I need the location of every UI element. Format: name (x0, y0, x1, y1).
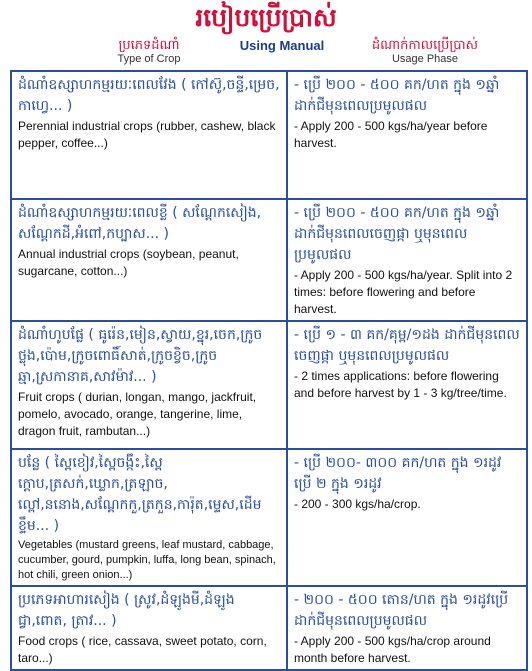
crop-en: Vegetables (mustard greens, leaf mustard, cabbage, cucumber, gourd, pumpkin, luffa, long bean, spinach, hot chili, green onion...) (18, 539, 276, 581)
usage-table (10, 70, 528, 671)
header-usage-phase (330, 38, 520, 66)
crop-en: Annual industrial crops (soybean, peanut, sugarcane, cotton...) (18, 247, 239, 278)
header-type-en: Type of Crop (117, 53, 181, 65)
crop-cell (11, 586, 287, 670)
header-using-manual (228, 38, 336, 53)
table-row (11, 71, 527, 199)
header-phase-en: Usage Phase (391, 53, 459, 65)
usage-en: - 2 times applications: before flowering and before harvest by 1 - 3 kg/tree/time. (294, 369, 507, 400)
crop-km: បន្លែ ( ស្ពៃខៀវ,ស្ពៃចង្កឹះ,ស្ពៃក្តោប,ត្រសក់,ឃ្លោក,ត្រឡាច, ល្ពៅ,ននោង,សណ្តែកកួ,ត្រកួន,ការ៉ុត,ម្ទេស,ដើមខ្ទឹម... ) (18, 455, 262, 534)
crop-en: Fruit crops ( durian, longan, mango, jackfruit, pomelo, avocado, orange, tangerine, lime, dragon fruit, rambutan...) (18, 390, 257, 438)
crop-km: ប្រភេទអាហារសៀង ( ស្រូវ,ដំឡូងមី,ដំឡូងជ្វា,ពោត, ត្រាវ... ) (18, 592, 235, 629)
table-row (11, 199, 527, 321)
crop-cell (11, 71, 287, 199)
usage-cell (287, 199, 527, 321)
usage-km: - ២០០ - ៥០០ តោន/ហត ក្នុង ១រដូវប្រើ ដាក់ជីមុនពេលប្រមូលផល (294, 592, 509, 629)
table-row (11, 449, 527, 586)
table-row (11, 321, 527, 449)
header-type-km: ប្រភេទដំណាំ (118, 38, 180, 53)
page-title: របៀបប្រើប្រាស់ (195, 3, 337, 32)
crop-en: Food crops ( rice, cassava, sweet potato, corn, taro...) (18, 634, 267, 665)
usage-en: - Apply 200 - 500 kgs/ha/crop around month before harvest. (294, 634, 491, 665)
usage-cell (287, 586, 527, 670)
usage-km: - ប្រើ ២០០ - ៥០០ គក/ហត ក្នុង ១ឆ្នាំ ដាក់ជីមុនពេលចេញផ្កា ឬមុនពេលប្រមូលផល (294, 205, 500, 263)
usage-km: - ប្រើ ២០០- ៣០០ គក/ហត ក្នុង ១រដូវ ប្រើ ២ ក្នុង ១រដូវ (294, 455, 502, 492)
usage-cell (287, 71, 527, 199)
crop-km: ដំណាំឧស្សាហកម្មរយៈពេលខ្លី ( សណ្តែកសៀង, សណ្តែកដី,អំពៅ,កប្បាស... ) (18, 205, 262, 242)
header-type-of-crop (84, 38, 214, 66)
usage-en: - Apply 200 - 500 kgs/ha/year. Split into 2 times: before flowering and before harvest. (294, 268, 513, 316)
crop-cell (11, 199, 287, 321)
header-using-en: Using Manual (239, 38, 325, 53)
usage-km: - ប្រើ ២០០ - ៥០០ គក/ហត ក្នុង ១ឆ្នាំ ដាក់ជីមុនពេលប្រមូលផល (294, 77, 500, 114)
usage-en: - Apply 200 - 500 kgs/ha/year before harvest. (294, 119, 488, 150)
crop-km: ដំណាំឧស្សាហកម្មរយៈពេលវែង ( កៅស៊ូ,ចន្ទី,ម្រេច, កាហ្វេ... ) (18, 77, 280, 114)
header-phase-km: ដំណាក់កាលប្រើប្រាស់ (371, 38, 479, 53)
usage-en: - 200 - 300 kgs/ha/crop. (294, 497, 421, 511)
table-row (11, 586, 527, 670)
usage-cell (287, 321, 527, 449)
usage-cell (287, 449, 527, 586)
usage-km: - ប្រើ ១ - ៣ គក/គុម្ព/១ដង ដាក់ជីមុនពេលចេញផ្កា ឬមុនពេលប្រមូលផល (294, 327, 520, 364)
crop-cell (11, 449, 287, 586)
crop-km: ដំណាំហូបផ្លែ ( ធូរ៉េន,មៀន,ស្វាយ,ខ្នុរ,ចេក,ក្រូចថ្លុង,ប៉ោម,ក្រូចពោធិ៍សាត់,ក្រូចខ្វិច,ក្រូចឆ្មា,ស្រកានាគ,សាវម៉ាវ... ) (18, 327, 263, 385)
crop-en: Perennial industrial crops (rubber, cashew, black pepper, coffee...) (18, 119, 276, 150)
crop-cell (11, 321, 287, 449)
